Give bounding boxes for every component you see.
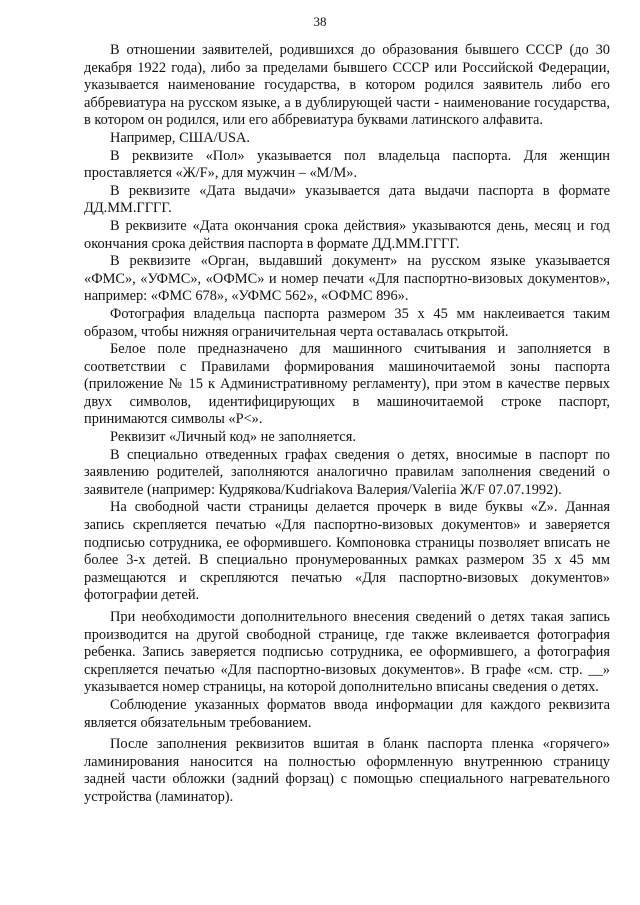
paragraph-issuing-authority: В реквизите «Орган, выдавший документ» на русском языке указывается «ФМС», «УФМС», «ОФМС» и номер печати «Для паспортно-визовых документов», например: «ФМС 678», «УФМС 562», «ОФМС 896». [84,253,610,305]
paragraph-sex-field: В реквизите «Пол» указывается пол владельца паспорта. Для женщин проставляется «Ж/F», для мужчин – «М/M». [84,147,610,182]
paragraph-additional-children: При необходимости дополнительного внесения сведений о детях такая запись производится на другой свободной странице, где также вклеивается фотография ребенка. Запись заверяется подписью сотрудника, ее оформившего, а фотография скрепляется печатью «Для паспортно-визовых документов». В графе «см. стр. __» указывается номер страницы, на которой дополнительно вписаны сведения о детях. [84,609,610,696]
paragraph-format-compliance: Соблюдение указанных форматов ввода информации для каждого реквизита является обязательным требованием. [84,696,610,731]
paragraph-example-usa: Например, США/USA. [110,129,250,146]
paragraph-lamination: После заполнения реквизитов вшитая в бланк паспорта пленка «горячего» ламинирования наносится на полностью оформленную внутреннюю страницу задней части обложки (задний форзац) с помощью специального нагревательного устройства (ламинатор). [84,736,610,805]
page-number: 38 [313,14,327,29]
paragraph-children-info: В специально отведенных графах сведения о детях, вносимые в паспорт по заявлению родителей, заполняются аналогично правилам заполнения сведений о заявителе (например: Кудрякова/Kudriakova Валерия/Valeriia Ж/F 07.07.1992). [84,446,610,498]
paragraph-foreign-birthplace: В отношении заявителей, родившихся до образования бывшего СССР (до 30 декабря 1922 года), либо за пределами бывшего СССР или Российской Федерации, указывается наименование государства, в котором родился заявитель либо его аббревиатура на русском языке, а в дублирующей части - наименование государства, в котором он родился, или его аббревиатура буквами латинского алфавита. [84,42,610,129]
paragraph-z-mark: На свободной части страницы делается прочерк в виде буквы «Z». Данная запись скрепляется печатью «Для паспортно-визовых документов» и заверяется подписью сотрудника, ее оформившего. Компоновка страницы позволяет вписать не более 3-х детей. В специально пронумерованных рамках размером 35 х 45 мм размещаются и скрепляются печатью «Для паспортно-визовых документов» фотографии детей. [84,499,610,604]
paragraph-expiry-date: В реквизите «Дата окончания срока действия» указываются день, месяц и год окончания срока действия паспорта в формате ДД.ММ.ГГГГ. [84,217,610,252]
page-body [84,42,610,807]
paragraph-issue-date: В реквизите «Дата выдачи» указывается дата выдачи паспорта в формате ДД.ММ.ГГГГ. [84,182,610,217]
paragraph-photo: Фотография владельца паспорта размером 35 х 45 мм наклеивается таким образом, чтобы нижняя ограничительная черта оставалась открытой. [84,305,610,340]
paragraph-machine-readable-zone: Белое поле предназначено для машинного считывания и заполняется в соответствии с Правилами формирования машиночитаемой зоны паспорта (приложение № 15 к Административному регламенту), при этом в качестве первых двух символов, идентифицирующих в машиночитаемой строке паспорт, принимаются символы «P<». [84,341,610,428]
paragraph-personal-code: Реквизит «Личный код» не заполняется. [110,429,356,446]
